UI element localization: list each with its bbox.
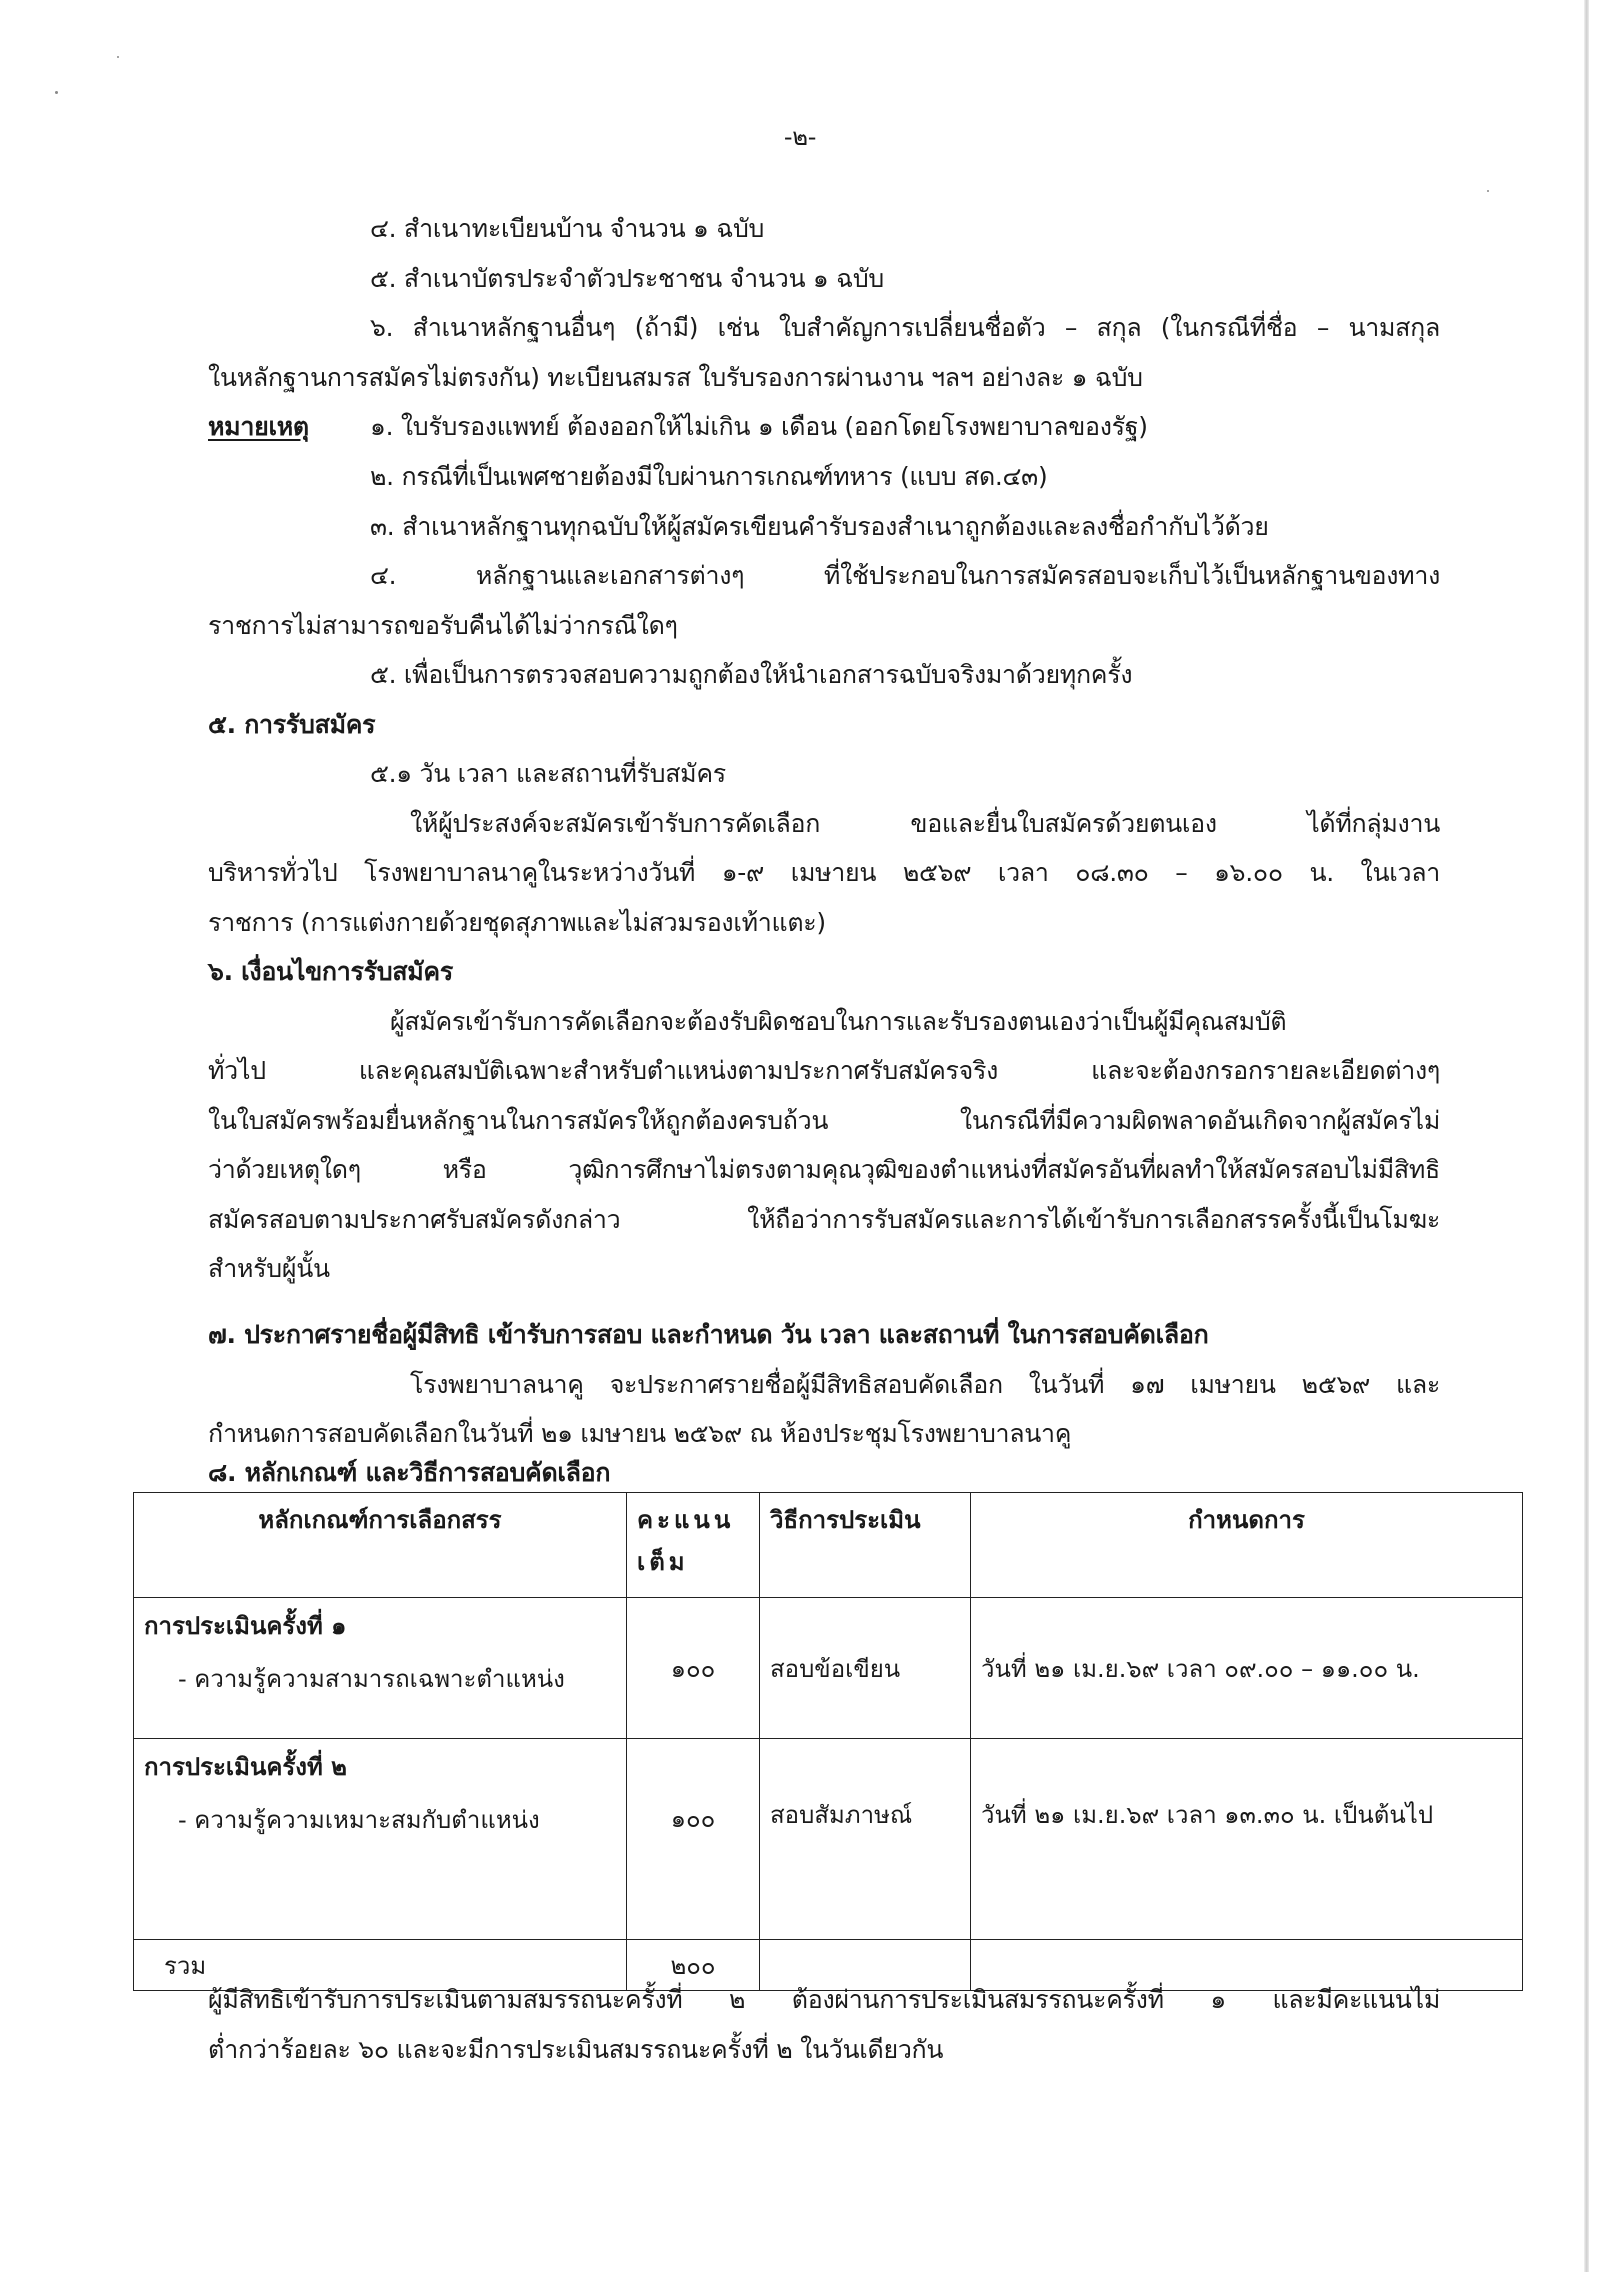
table-row bbox=[134, 1739, 1523, 1940]
method-cell: สอบข้อเขียน bbox=[760, 1598, 971, 1739]
document-item: ๖. สำเนาหลักฐานอื่นๆ (ถ้ามี) เช่น ใบสำคัญการเปลี่ยนชื่อตัว – สกุล (ในกรณีที่ชื่อ – นามสกุล bbox=[370, 313, 1440, 342]
section-6-heading: ๖. เงื่อนไขการรับสมัคร bbox=[208, 957, 453, 986]
document-item-continuation: ในหลักฐานการสมัครไม่ตรงกัน) ทะเบียนสมรส ใบรับรองการผ่านงาน ฯลฯ อย่างละ ๑ ฉบับ bbox=[208, 363, 1143, 392]
method-cell: สอบสัมภาษณ์ bbox=[760, 1739, 971, 1940]
total-score: ๒๐๐ bbox=[627, 1940, 760, 1991]
remark-item-continuation: ราชการไม่สามารถขอรับคืนได้ไม่ว่ากรณีใดๆ bbox=[208, 611, 678, 640]
section-5-subheading: ๕.๑ วัน เวลา และสถานที่รับสมัคร bbox=[370, 759, 726, 788]
remark-item: ๒. กรณีที่เป็นเพศชายต้องมีใบผ่านการเกณฑ์ทหาร (แบบ สด.๔๓) bbox=[370, 462, 1048, 491]
header-method: วิธีการประเมิน bbox=[760, 1493, 971, 1598]
assessment-item: - ความรู้ความเหมาะสมกับตำแหน่ง bbox=[178, 1806, 540, 1834]
scan-speck bbox=[117, 56, 119, 58]
section-5-text: ให้ผู้ประสงค์จะสมัครเข้ารับการคัดเลือก ขอและยื่นใบสมัครด้วยตนเอง ได้ที่กลุ่มงาน bbox=[410, 809, 1440, 838]
scan-speck bbox=[55, 91, 58, 94]
scan-speck bbox=[1487, 190, 1489, 192]
section-7-text: โรงพยาบาลนาคู จะประกาศรายชื่อผู้มีสิทธิสอบคัดเลือก ในวันที่ ๑๗ เมษายน ๒๕๖๙ และ bbox=[410, 1370, 1440, 1399]
footer-note: ผู้มีสิทธิเข้ารับการประเมินตามสมรรถนะครั้งที่ ๒ ต้องผ่านการประเมินสมรรถนะครั้งที่ ๑ และมีคะแนนไม่ bbox=[208, 1985, 1440, 2014]
criteria-cell bbox=[134, 1739, 627, 1940]
table-header-row bbox=[134, 1493, 1523, 1598]
table-row bbox=[134, 1598, 1523, 1739]
section-6-text: ในใบสมัครพร้อมยื่นหลักฐานในการสมัครให้ถูกต้องครบถ้วน ในกรณีที่มีความผิดพลาดอันเกิดจากผู้สมัครไม่ bbox=[208, 1106, 1440, 1135]
remarks-label: หมายเหตุ bbox=[208, 412, 309, 441]
section-5-heading: ๕. การรับสมัคร bbox=[208, 710, 376, 739]
criteria-cell bbox=[134, 1598, 627, 1739]
score-cell: ๑๐๐ bbox=[627, 1598, 760, 1739]
footer-note: ต่ำกว่าร้อยละ ๖๐ และจะมีการประเมินสมรรถนะครั้งที่ ๒ ในวันเดียวกัน bbox=[208, 2035, 944, 2064]
remark-item: ๔. หลักฐานและเอกสารต่างๆ ที่ใช้ประกอบในการสมัครสอบจะเก็บไว้เป็นหลักฐานของทาง bbox=[370, 561, 1440, 590]
page-number: -๒- bbox=[783, 123, 817, 151]
schedule-cell: วันที่ ๒๑ เม.ย.๖๙ เวลา ๑๓.๓๐ น. เป็นต้นไป bbox=[971, 1739, 1523, 1940]
total-label: รวม bbox=[134, 1940, 627, 1991]
header-criteria: หลักเกณฑ์การเลือกสรร bbox=[134, 1493, 627, 1598]
section-6-text: ว่าด้วยเหตุใดๆ หรือ วุฒิการศึกษาไม่ตรงตามคุณวุฒิของตำแหน่งที่สมัครอันที่ผลทำให้สมัครสอบไม่มีสิทธิ bbox=[208, 1155, 1440, 1184]
section-6-text: ทั่วไป และคุณสมบัติเฉพาะสำหรับตำแหน่งตามประกาศรับสมัครจริง และจะต้องกรอกรายละเอียดต่างๆ bbox=[208, 1056, 1440, 1085]
remark-item: ๑. ใบรับรองแพทย์ ต้องออกให้ไม่เกิน ๑ เดือน (ออกโดยโรงพยาบาลของรัฐ) bbox=[370, 412, 1148, 441]
assessment-item: - ความรู้ความสามารถเฉพาะตำแหน่ง bbox=[178, 1665, 565, 1693]
remark-item: ๓. สำเนาหลักฐานทุกฉบับให้ผู้สมัครเขียนคำรับรองสำเนาถูกต้องและลงชื่อกำกับไว้ด้วย bbox=[370, 512, 1269, 541]
document-item: ๔. สำเนาทะเบียนบ้าน จำนวน ๑ ฉบับ bbox=[370, 214, 765, 243]
header-schedule: กำหนดการ bbox=[971, 1493, 1523, 1598]
section-6-text: ผู้สมัครเข้ารับการคัดเลือกจะต้องรับผิดชอบในการและรับรองตนเองว่าเป็นผู้มีคุณสมบัติ bbox=[390, 1007, 1287, 1036]
schedule-cell: วันที่ ๒๑ เม.ย.๖๙ เวลา ๐๙.๐๐ – ๑๑.๐๐ น. bbox=[971, 1598, 1523, 1739]
assessment-title: การประเมินครั้งที่ ๒ bbox=[144, 1753, 348, 1781]
section-6-text: สำหรับผู้นั้น bbox=[208, 1254, 330, 1283]
header-full-score: คะแนน เต็ม bbox=[627, 1493, 760, 1598]
remark-item: ๕. เพื่อเป็นการตรวจสอบความถูกต้องให้นำเอกสารฉบับจริงมาด้วยทุกครั้ง bbox=[370, 660, 1133, 689]
scan-edge-line bbox=[1584, 0, 1589, 2272]
section-7-text: กำหนดการสอบคัดเลือกในวันที่ ๒๑ เมษายน ๒๕๖๙ ณ ห้องประชุมโรงพยาบาลนาคู bbox=[208, 1419, 1072, 1448]
section-8-heading: ๘. หลักเกณฑ์ และวิธีการสอบคัดเลือก bbox=[208, 1458, 611, 1487]
document-item: ๕. สำเนาบัตรประจำตัวประชาชน จำนวน ๑ ฉบับ bbox=[370, 264, 884, 293]
section-5-text: บริหารทั่วไป โรงพยาบาลนาคูในระหว่างวันที่ ๑-๙ เมษายน ๒๕๖๙ เวลา ๐๘.๓๐ – ๑๖.๐๐ น. ในเวลา bbox=[208, 858, 1440, 887]
section-5-text: ราชการ (การแต่งกายด้วยชุดสุภาพและไม่สวมรองเท้าแตะ) bbox=[208, 908, 826, 937]
assessment-title: การประเมินครั้งที่ ๑ bbox=[144, 1612, 347, 1640]
section-7-heading: ๗. ประกาศรายชื่อผู้มีสิทธิ เข้ารับการสอบ และกำหนด วัน เวลา และสถานที่ ในการสอบคัดเลือก bbox=[208, 1320, 1209, 1349]
score-cell: ๑๐๐ bbox=[627, 1739, 760, 1940]
section-6-text: สมัครสอบตามประกาศรับสมัครดังกล่าว ให้ถือว่าการรับสมัครและการได้เข้ารับการเลือกสรรครั้งนี้เป็นโมฆะ bbox=[208, 1205, 1440, 1234]
criteria-table bbox=[133, 1492, 1523, 1991]
